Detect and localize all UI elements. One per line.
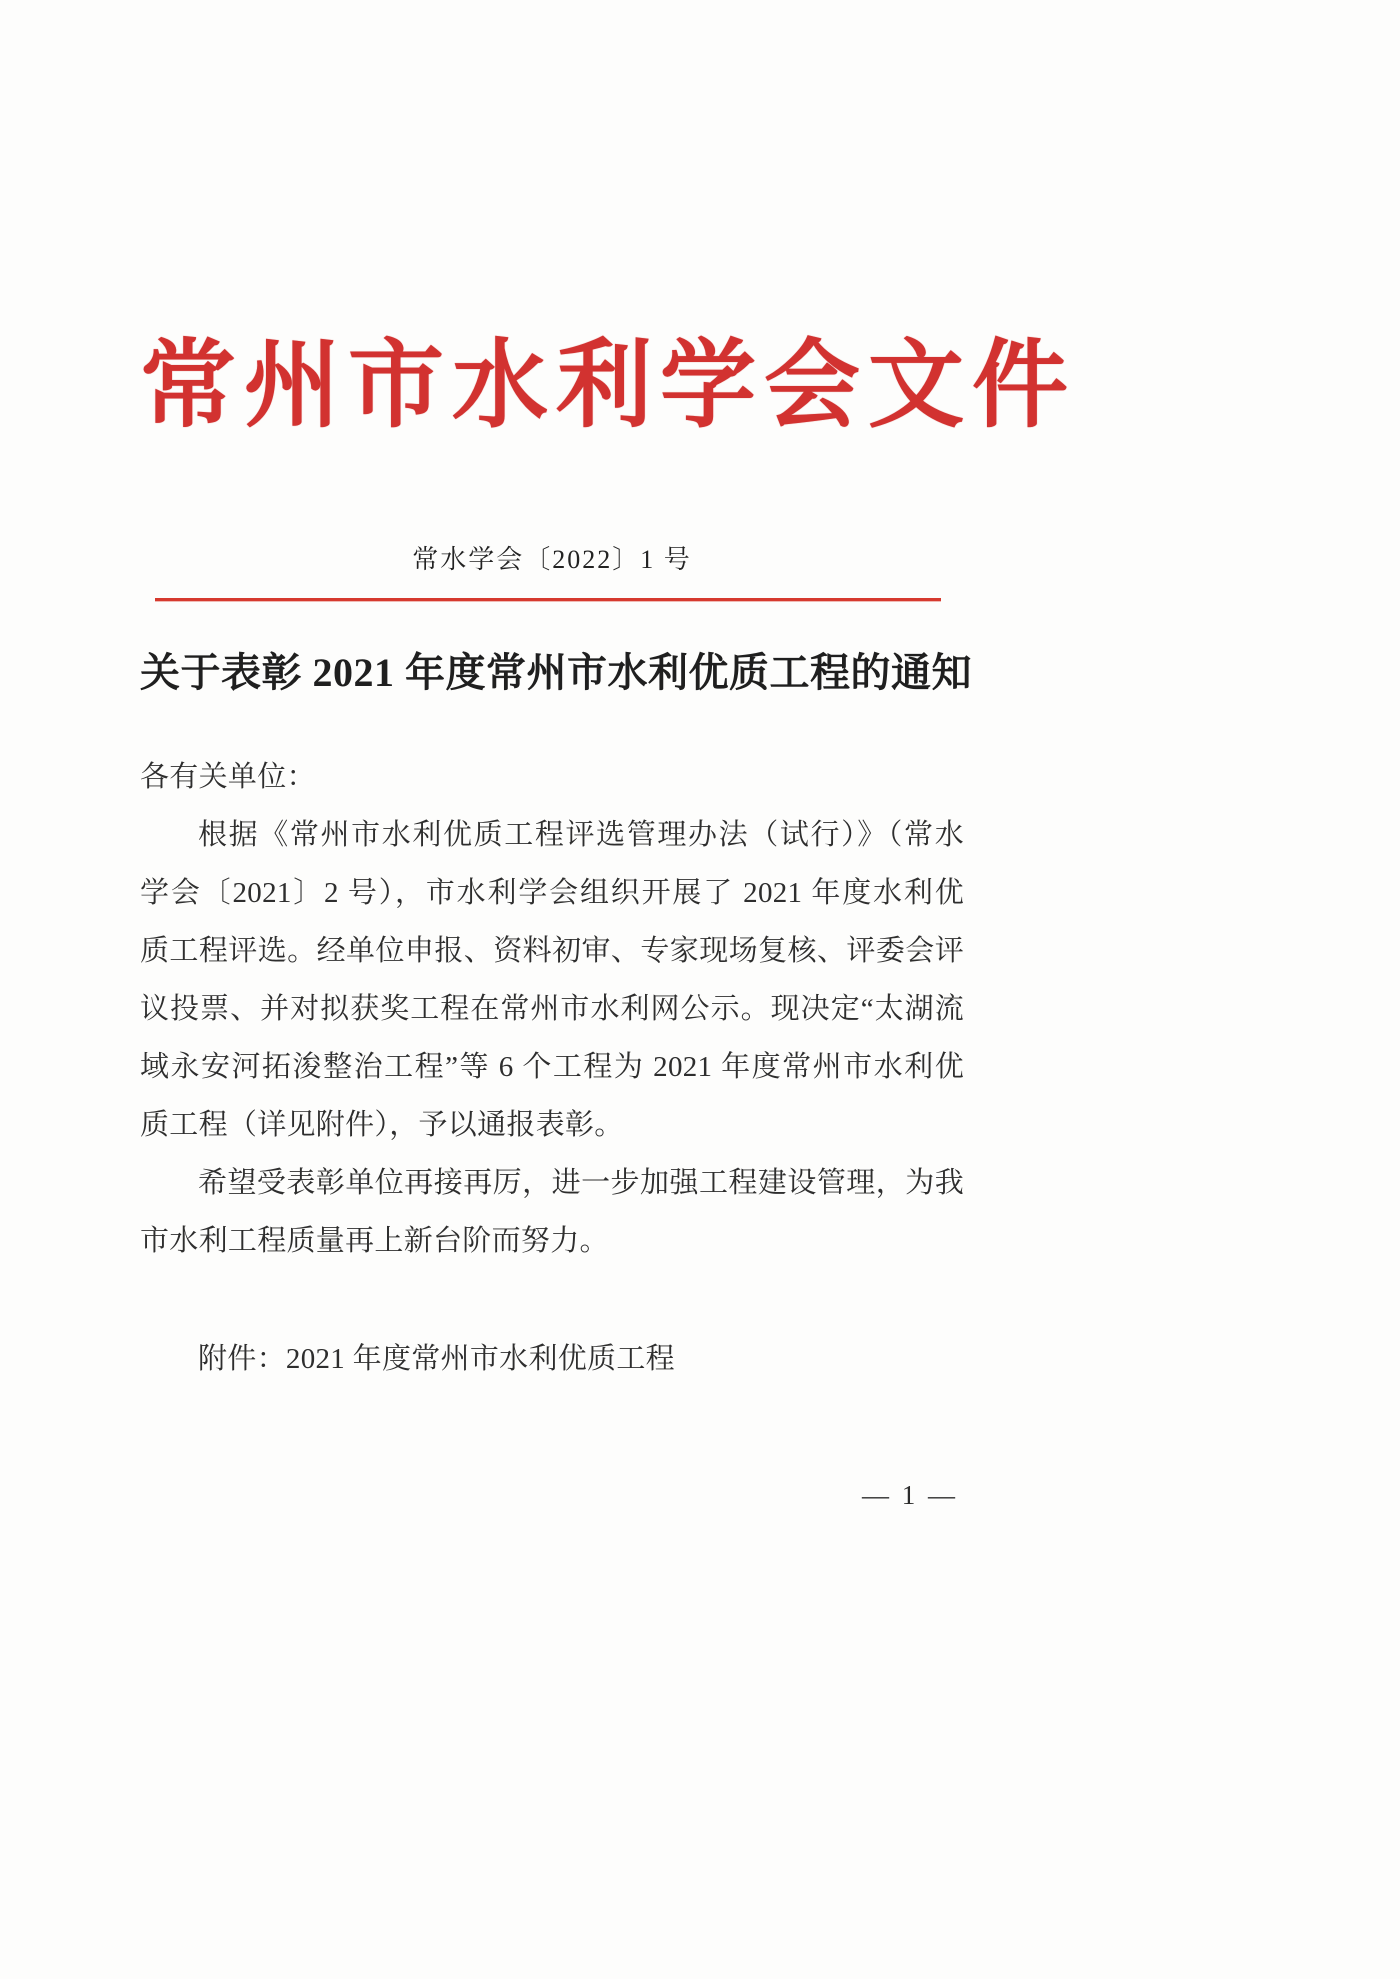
red-separator-rule [155, 598, 941, 601]
body-line: 质工程（详见附件），予以通报表彰。 [140, 1109, 624, 1141]
document-number: 常水学会〔2022〕1 号 [412, 545, 692, 574]
page-number: — 1 — [862, 1480, 958, 1510]
body-line: 域永安河拓浚整治工程”等 6 个工程为 2021 年度常州市水利优 [140, 1051, 964, 1083]
body-line: 质工程评选。经单位申报、资料初审、专家现场复核、评委会评 [140, 935, 964, 967]
body-line: 根据《常州市水利优质工程评选管理办法（试行）》（常水 [198, 819, 964, 851]
body-line: 希望受表彰单位再接再厉，进一步加强工程建设管理，为我 [198, 1167, 964, 1199]
body-line: 市水利工程质量再上新台阶而努力。 [140, 1225, 609, 1257]
body-line: 学会〔2021〕2 号），市水利学会组织开展了 2021 年度水利优 [140, 877, 964, 909]
body-line: 议投票、并对拟获奖工程在常州市水利网公示。现决定“太湖流 [140, 993, 964, 1025]
letterhead-title: 常州市水利学会文件 [140, 332, 1076, 439]
notice-title: 关于表彰 2021 年度常州市水利优质工程的通知 [140, 650, 972, 695]
attachment-line: 附件：2021 年度常州市水利优质工程 [198, 1343, 675, 1375]
notice-body [140, 748, 964, 1270]
body-line-salutation: 各有关单位： [140, 761, 316, 793]
